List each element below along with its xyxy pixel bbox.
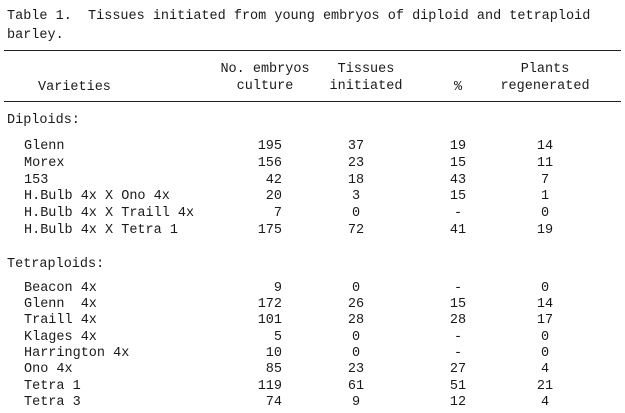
embryos-cell: 5: [273, 330, 282, 345]
embryos-cell: 7: [273, 206, 282, 221]
tissues-cell: 28: [347, 313, 365, 328]
plants-cell: 0: [540, 346, 550, 361]
tissues-cell: 26: [347, 297, 365, 312]
variety-cell: Tetra 3: [24, 395, 81, 410]
percent-cell: -: [453, 206, 463, 221]
tissues-cell: 23: [347, 362, 365, 377]
variety-cell: H.Bulb 4x X Traill 4x: [24, 206, 195, 221]
percent-cell: 28: [449, 313, 467, 328]
variety-cell: Glenn: [24, 139, 65, 154]
group-label-diploids: Diploids:: [7, 113, 80, 128]
embryos-cell: 10: [265, 346, 282, 361]
plants-cell: 14: [536, 297, 554, 312]
embryos-cell: 85: [265, 362, 282, 377]
table-caption: [7, 10, 617, 64]
percent-cell: 19: [449, 139, 467, 154]
top-rule: [4, 50, 621, 51]
variety-cell: Beacon 4x: [24, 281, 97, 296]
variety-cell: 153: [24, 173, 49, 188]
plants-cell: 17: [536, 313, 554, 328]
variety-cell: Morex: [24, 156, 65, 171]
tissues-cell: 0: [351, 206, 361, 221]
percent-cell: -: [453, 281, 463, 296]
header-tissues-line-1: Tissues: [337, 62, 395, 77]
table-row: [0, 157, 625, 173]
percent-cell: -: [453, 346, 463, 361]
header-plants-line-1: Plants: [520, 62, 570, 77]
embryos-cell: 172: [257, 297, 282, 312]
table-row: [0, 380, 625, 396]
variety-cell: Klages 4x: [24, 330, 97, 345]
percent-cell: 41: [449, 223, 467, 238]
table-row: [0, 207, 625, 223]
variety-cell: Traill 4x: [24, 313, 97, 328]
tissues-cell: 3: [351, 189, 361, 204]
percent-cell: 51: [449, 379, 467, 394]
variety-cell: H.Bulb 4x X Ono 4x: [24, 189, 170, 204]
variety-cell: Harrington 4x: [24, 346, 130, 361]
percent-cell: 15: [449, 189, 467, 204]
plants-cell: 21: [536, 379, 554, 394]
embryos-cell: 42: [265, 173, 282, 188]
variety-cell: H.Bulb 4x X Tetra 1: [24, 223, 178, 238]
tissues-cell: 37: [347, 139, 365, 154]
tissues-cell: 18: [347, 173, 365, 188]
plants-cell: 4: [540, 395, 550, 410]
tissues-cell: 0: [351, 346, 361, 361]
header-rule: [4, 101, 621, 102]
table-row: [0, 298, 625, 314]
plants-cell: 1: [540, 189, 550, 204]
tissues-cell: 0: [351, 330, 361, 345]
plants-cell: 7: [540, 173, 550, 188]
caption-line-1: Table 1. Tissues initiated from young embryos of diploid and tetraploid: [7, 9, 591, 24]
tissues-cell: 9: [351, 395, 361, 410]
embryos-cell: 175: [257, 223, 282, 238]
header-embryos-line-1: No. embryos: [220, 62, 310, 77]
header-embryos-line-2: culture: [236, 79, 294, 94]
caption-line-2: barley.: [7, 28, 64, 43]
header-percent: %: [453, 80, 463, 95]
table-row: [0, 314, 625, 330]
table-row: [0, 331, 625, 347]
embryos-cell: 101: [257, 313, 282, 328]
plants-cell: 0: [540, 206, 550, 221]
embryos-cell: 9: [273, 281, 282, 296]
header-tissues-line-2: initiated: [329, 79, 403, 94]
percent-cell: 12: [449, 395, 467, 410]
plants-cell: 11: [536, 156, 554, 171]
table-row: [0, 396, 625, 412]
table-row: [0, 140, 625, 156]
embryos-cell: 156: [257, 156, 282, 171]
plants-cell: 4: [540, 362, 550, 377]
table-row: [0, 363, 625, 379]
percent-cell: -: [453, 330, 463, 345]
tissues-cell: 0: [351, 281, 361, 296]
embryos-cell: 20: [265, 189, 282, 204]
plants-cell: 19: [536, 223, 554, 238]
percent-cell: 27: [449, 362, 467, 377]
embryos-cell: 74: [265, 395, 282, 410]
percent-cell: 15: [449, 156, 467, 171]
embryos-cell: 119: [257, 379, 282, 394]
table-row: [0, 282, 625, 298]
header-varieties: Varieties: [38, 80, 111, 95]
percent-cell: 43: [449, 173, 467, 188]
table-row: [0, 174, 625, 190]
variety-cell: Glenn 4x: [24, 297, 97, 312]
embryos-cell: 195: [257, 139, 282, 154]
table-row: [0, 347, 625, 363]
plants-cell: 14: [536, 139, 554, 154]
percent-cell: 15: [449, 297, 467, 312]
tissues-cell: 61: [347, 379, 365, 394]
plants-cell: 0: [540, 330, 550, 345]
tissues-cell: 23: [347, 156, 365, 171]
variety-cell: Tetra 1: [24, 379, 81, 394]
tissues-cell: 72: [347, 223, 365, 238]
group-label-tetraploids: Tetraploids:: [7, 257, 105, 272]
plants-cell: 0: [540, 281, 550, 296]
table-row: [0, 224, 625, 240]
table-row: [0, 190, 625, 206]
variety-cell: Ono 4x: [24, 362, 73, 377]
header-plants-line-2: regenerated: [500, 79, 590, 94]
